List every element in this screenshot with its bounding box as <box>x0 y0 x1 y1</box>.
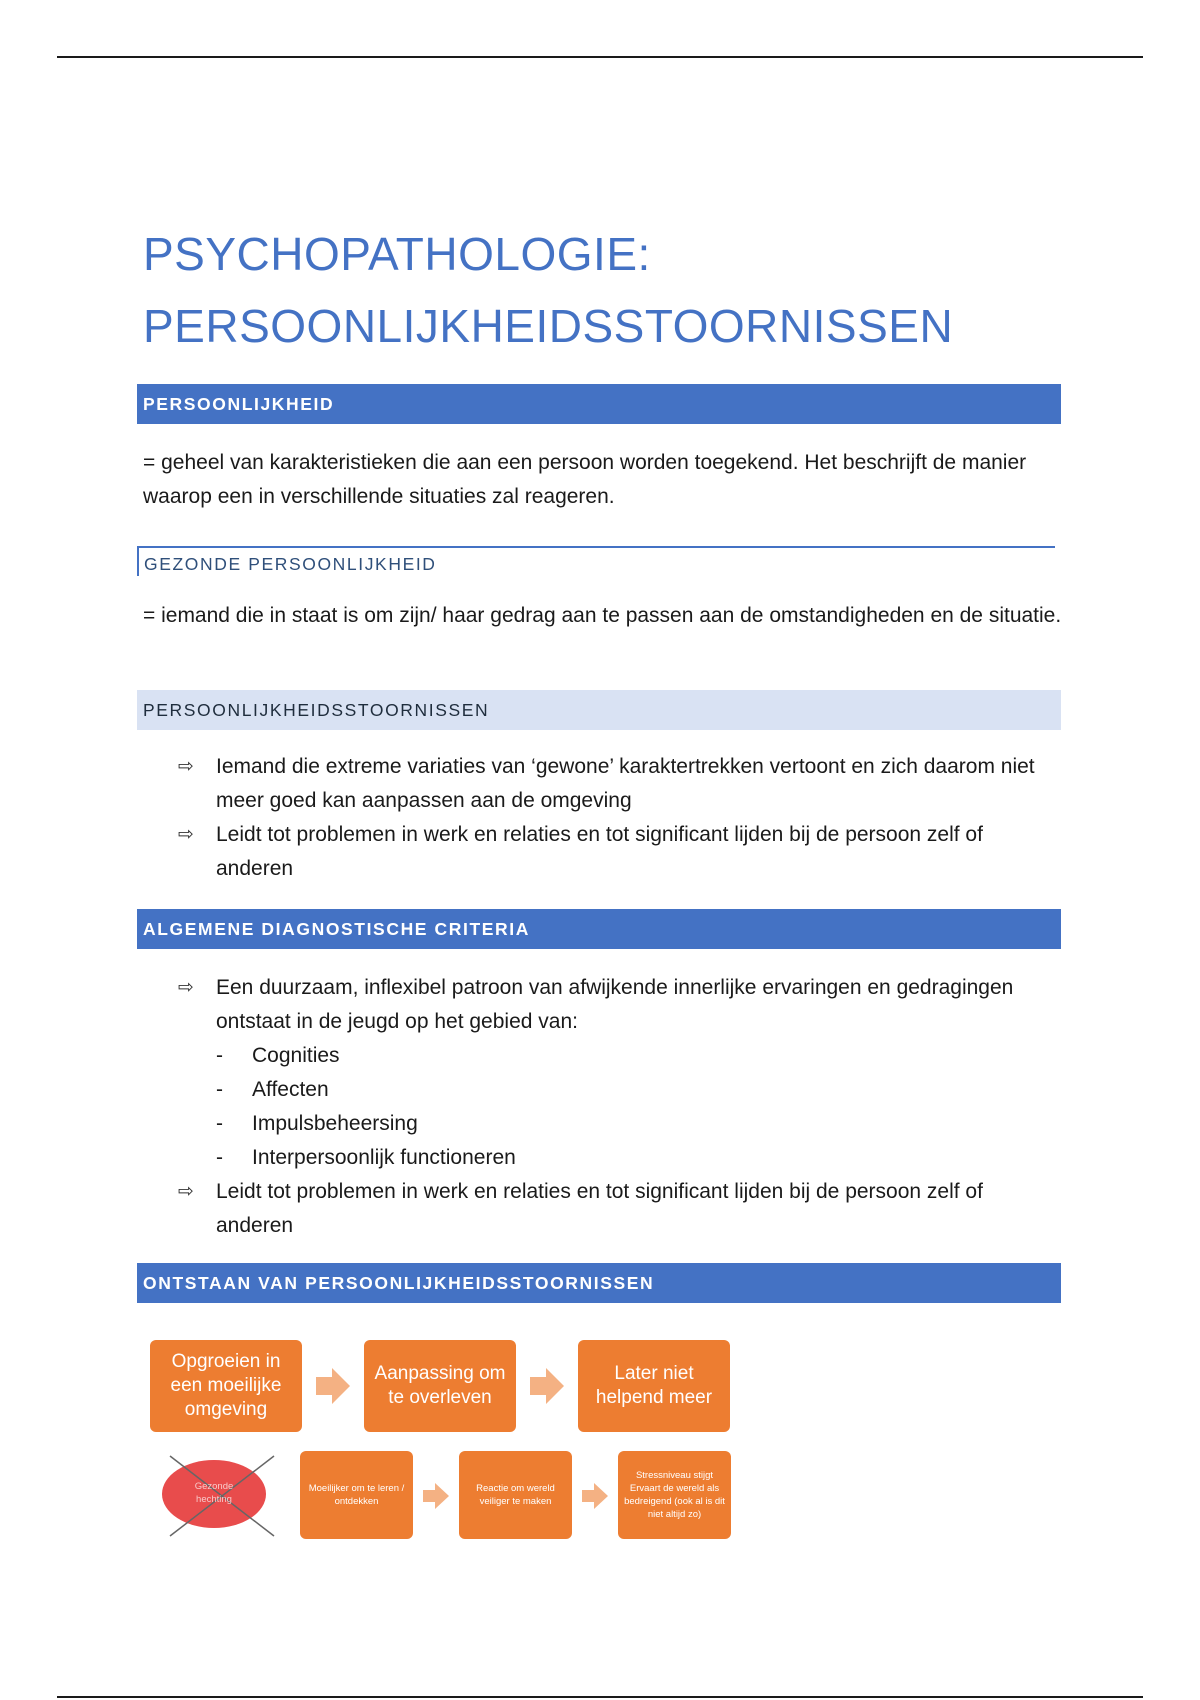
title-line-1: PSYCHOPATHOLOGIE: <box>143 228 651 280</box>
sub-list-item-text: Impulsbeheersing <box>252 1112 418 1135</box>
diagram-box-reactie: Reactie om wereld veiliger te maken <box>459 1451 572 1539</box>
heading-diagnostische-criteria: ALGEMENE DIAGNOSTISCHE CRITERIA <box>137 909 1061 949</box>
list-item-text: Leidt tot problemen in werk en relaties en tot significant lijden bij de persoon zelf of anderen <box>216 1180 983 1237</box>
list-item <box>178 818 1058 886</box>
list-item-text: Iemand die extreme variaties van ‘gewone’ karaktertrekken vertoont en zich daarom niet meer goed kan aanpassen aan de omgeving <box>216 755 1035 812</box>
dash-bullet-icon: - <box>216 1146 223 1169</box>
sub-list-item-text: Affecten <box>252 1078 329 1101</box>
header-rule <box>57 56 1143 58</box>
sub-list-item <box>216 1107 1058 1141</box>
sub-list-item-text: Cognities <box>252 1044 340 1067</box>
dash-bullet-icon: - <box>216 1078 223 1101</box>
title-line-2: PERSOONLIJKHEIDSSTOORNISSEN <box>143 300 954 352</box>
chevron-right-icon <box>530 1368 564 1404</box>
dash-bullet-icon: - <box>216 1112 223 1135</box>
diagram-box-moeilijker: Moeilijker om te leren / ontdekken <box>300 1451 413 1539</box>
footer-rule <box>57 1696 1143 1698</box>
heading-persoonlijkheid: PERSOONLIJKHEID <box>137 384 1061 424</box>
sub-list <box>216 1039 1058 1175</box>
oval-label: Gezonde hechting <box>194 1481 234 1505</box>
arrow-bullet-icon: ⇨ <box>178 824 194 845</box>
diagram-box-later: Later niet helpend meer <box>578 1340 730 1432</box>
heading-gezonde-persoonlijkheid: GEZONDE PERSOONLIJKHEID <box>137 546 1055 576</box>
sub-list-item-text: Interpersoonlijk functioneren <box>252 1146 516 1169</box>
paragraph-gezonde-persoonlijkheid: = iemand die in staat is om zijn/ haar gedrag aan te passen aan de omstandigheden en de situatie. <box>143 604 1062 627</box>
sub-list-item <box>216 1073 1058 1107</box>
arrow-bullet-icon: ⇨ <box>178 977 194 998</box>
dash-bullet-icon: - <box>216 1044 223 1067</box>
list-item <box>178 750 1058 818</box>
paragraph-persoonlijkheid: = geheel van karakteristieken die aan een persoon worden toegekend. Het beschrijft de manier waarop een in verschillende situaties zal reageren. <box>143 451 1027 508</box>
list-persoonlijkheidsstoornissen <box>178 750 1058 886</box>
list-item <box>178 971 1058 1175</box>
arrow-bullet-icon: ⇨ <box>178 1181 194 1202</box>
document-title <box>143 218 1143 362</box>
chevron-right-icon <box>423 1483 449 1509</box>
chevron-right-icon <box>582 1483 608 1509</box>
list-item-text: Een duurzaam, inflexibel patroon van afwijkende innerlijke ervaringen en gedragingen ontstaat in de jeugd op het gebied van: <box>216 976 1014 1033</box>
diagram-box-aanpassing: Aanpassing om te overleven <box>364 1340 516 1432</box>
arrow-bullet-icon: ⇨ <box>178 756 194 777</box>
diagram-box-opgroeien: Opgroeien in een moeilijke omgeving <box>150 1340 302 1432</box>
chevron-right-icon <box>316 1368 350 1404</box>
sub-list-item <box>216 1141 1058 1175</box>
list-item-text: Leidt tot problemen in werk en relaties en tot significant lijden bij de persoon zelf of anderen <box>216 823 983 880</box>
heading-ontstaan: ONTSTAAN VAN PERSOONLIJKHEIDSSTOORNISSEN <box>137 1263 1061 1303</box>
list-diagnostische-criteria <box>178 971 1058 1243</box>
heading-persoonlijkheidsstoornissen: PERSOONLIJKHEIDSSTOORNISSEN <box>137 690 1061 730</box>
diagram-box-stressniveau: Stressniveau stijgt Ervaart de wereld als bedreigend (ook al is dit niet altijd zo) <box>618 1451 731 1539</box>
sub-list-item <box>216 1039 1058 1073</box>
list-item <box>178 1175 1058 1243</box>
